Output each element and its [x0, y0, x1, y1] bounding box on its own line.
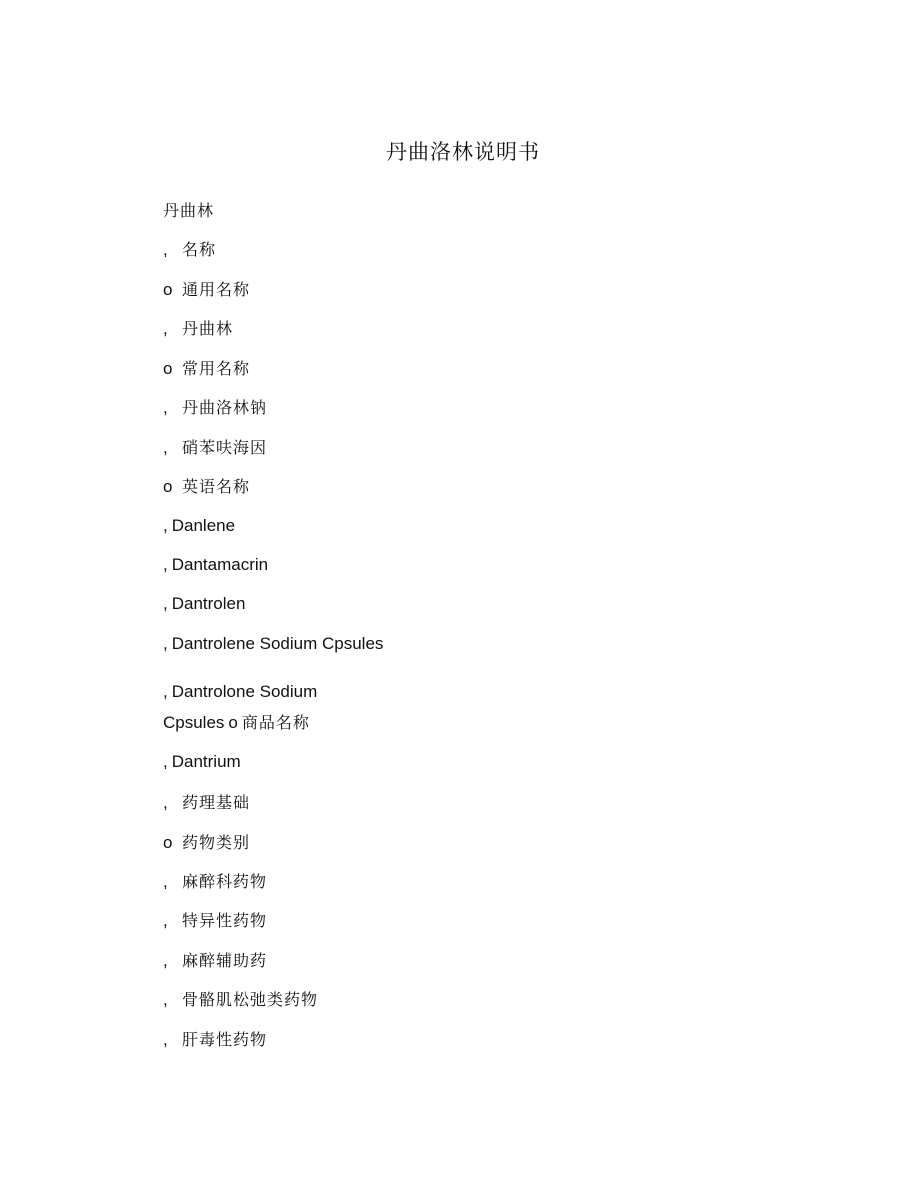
list-item-text: 商品名称: [241, 713, 310, 732]
list-item: [163, 633, 383, 655]
bullet-comma: ,: [163, 516, 168, 535]
list-item-text: 药物类别: [182, 833, 251, 852]
list-item: [163, 910, 267, 932]
list-item: [163, 437, 267, 459]
bullet-comma: ,: [163, 682, 168, 701]
bullet-comma: ,: [163, 1030, 168, 1049]
bullet-comma: ,: [163, 555, 168, 574]
list-item-text: 丹曲洛林钠: [182, 398, 268, 417]
list-item: [163, 681, 317, 703]
bullet-comma: ,: [163, 398, 168, 417]
list-item: [163, 239, 216, 261]
list-item: [163, 989, 318, 1011]
list-item-text: 常用名称: [182, 359, 251, 378]
list-item: [163, 871, 267, 893]
list-item: [163, 318, 233, 340]
bullet-comma: ,: [163, 990, 168, 1009]
bullet-comma: ,: [163, 872, 168, 891]
bullet-comma: ,: [163, 319, 168, 338]
list-item-text: Dantrolen: [171, 594, 246, 613]
list-item: [163, 950, 267, 972]
bullet-comma: ,: [163, 594, 168, 613]
list-item: [163, 1029, 267, 1051]
list-item: [163, 476, 250, 498]
bullet-comma: ,: [163, 793, 168, 812]
page-title: 丹曲洛林说明书: [386, 140, 540, 164]
bullet-circle: o: [228, 713, 238, 732]
list-item-text: 药理基础: [182, 793, 251, 812]
list-item: [163, 515, 235, 537]
bullet-circle: o: [163, 359, 173, 378]
list-item: [163, 279, 250, 301]
bullet-comma: ,: [163, 951, 168, 970]
list-item-text: 麻醉辅助药: [182, 951, 268, 970]
list-item-text: 名称: [182, 240, 217, 259]
list-item-text: Dantrolene Sodium Cpsules: [171, 634, 384, 653]
bullet-comma: ,: [163, 634, 168, 653]
list-item-text: Dantamacrin: [171, 555, 269, 574]
list-item: [163, 832, 250, 854]
bullet-comma: ,: [163, 911, 168, 930]
list-item-text: 通用名称: [182, 280, 251, 299]
list-item-text: 骨骼肌松弛类药物: [182, 990, 319, 1009]
list-item-text: 硝苯呋海因: [182, 438, 268, 457]
bullet-circle: o: [163, 280, 173, 299]
list-item-text: 英语名称: [182, 477, 251, 496]
list-item-wrapped: [163, 712, 310, 734]
bullet-comma: ,: [163, 240, 168, 259]
list-item-text: 肝毒性药物: [182, 1030, 268, 1049]
list-item-text: Dantrium: [171, 752, 241, 771]
section-heading-text: 丹曲林: [163, 201, 215, 220]
list-item: [163, 397, 267, 419]
list-item-text: Danlene: [171, 516, 236, 535]
bullet-circle: o: [163, 833, 173, 852]
list-item-text: Dantrolone Sodium: [171, 682, 318, 701]
list-item: [163, 751, 241, 773]
list-item-text: 特异性药物: [182, 911, 268, 930]
bullet-comma: ,: [163, 438, 168, 457]
list-item-text: 麻醉科药物: [182, 872, 268, 891]
bullet-circle: o: [163, 477, 173, 496]
list-item: [163, 554, 268, 576]
section-heading: [163, 200, 214, 222]
list-item-continuation: Cpsules: [163, 713, 225, 732]
list-item-text: 丹曲林: [182, 319, 234, 338]
list-item: [163, 792, 250, 814]
list-item: [163, 593, 245, 615]
list-item: [163, 358, 250, 380]
bullet-comma: ,: [163, 752, 168, 771]
